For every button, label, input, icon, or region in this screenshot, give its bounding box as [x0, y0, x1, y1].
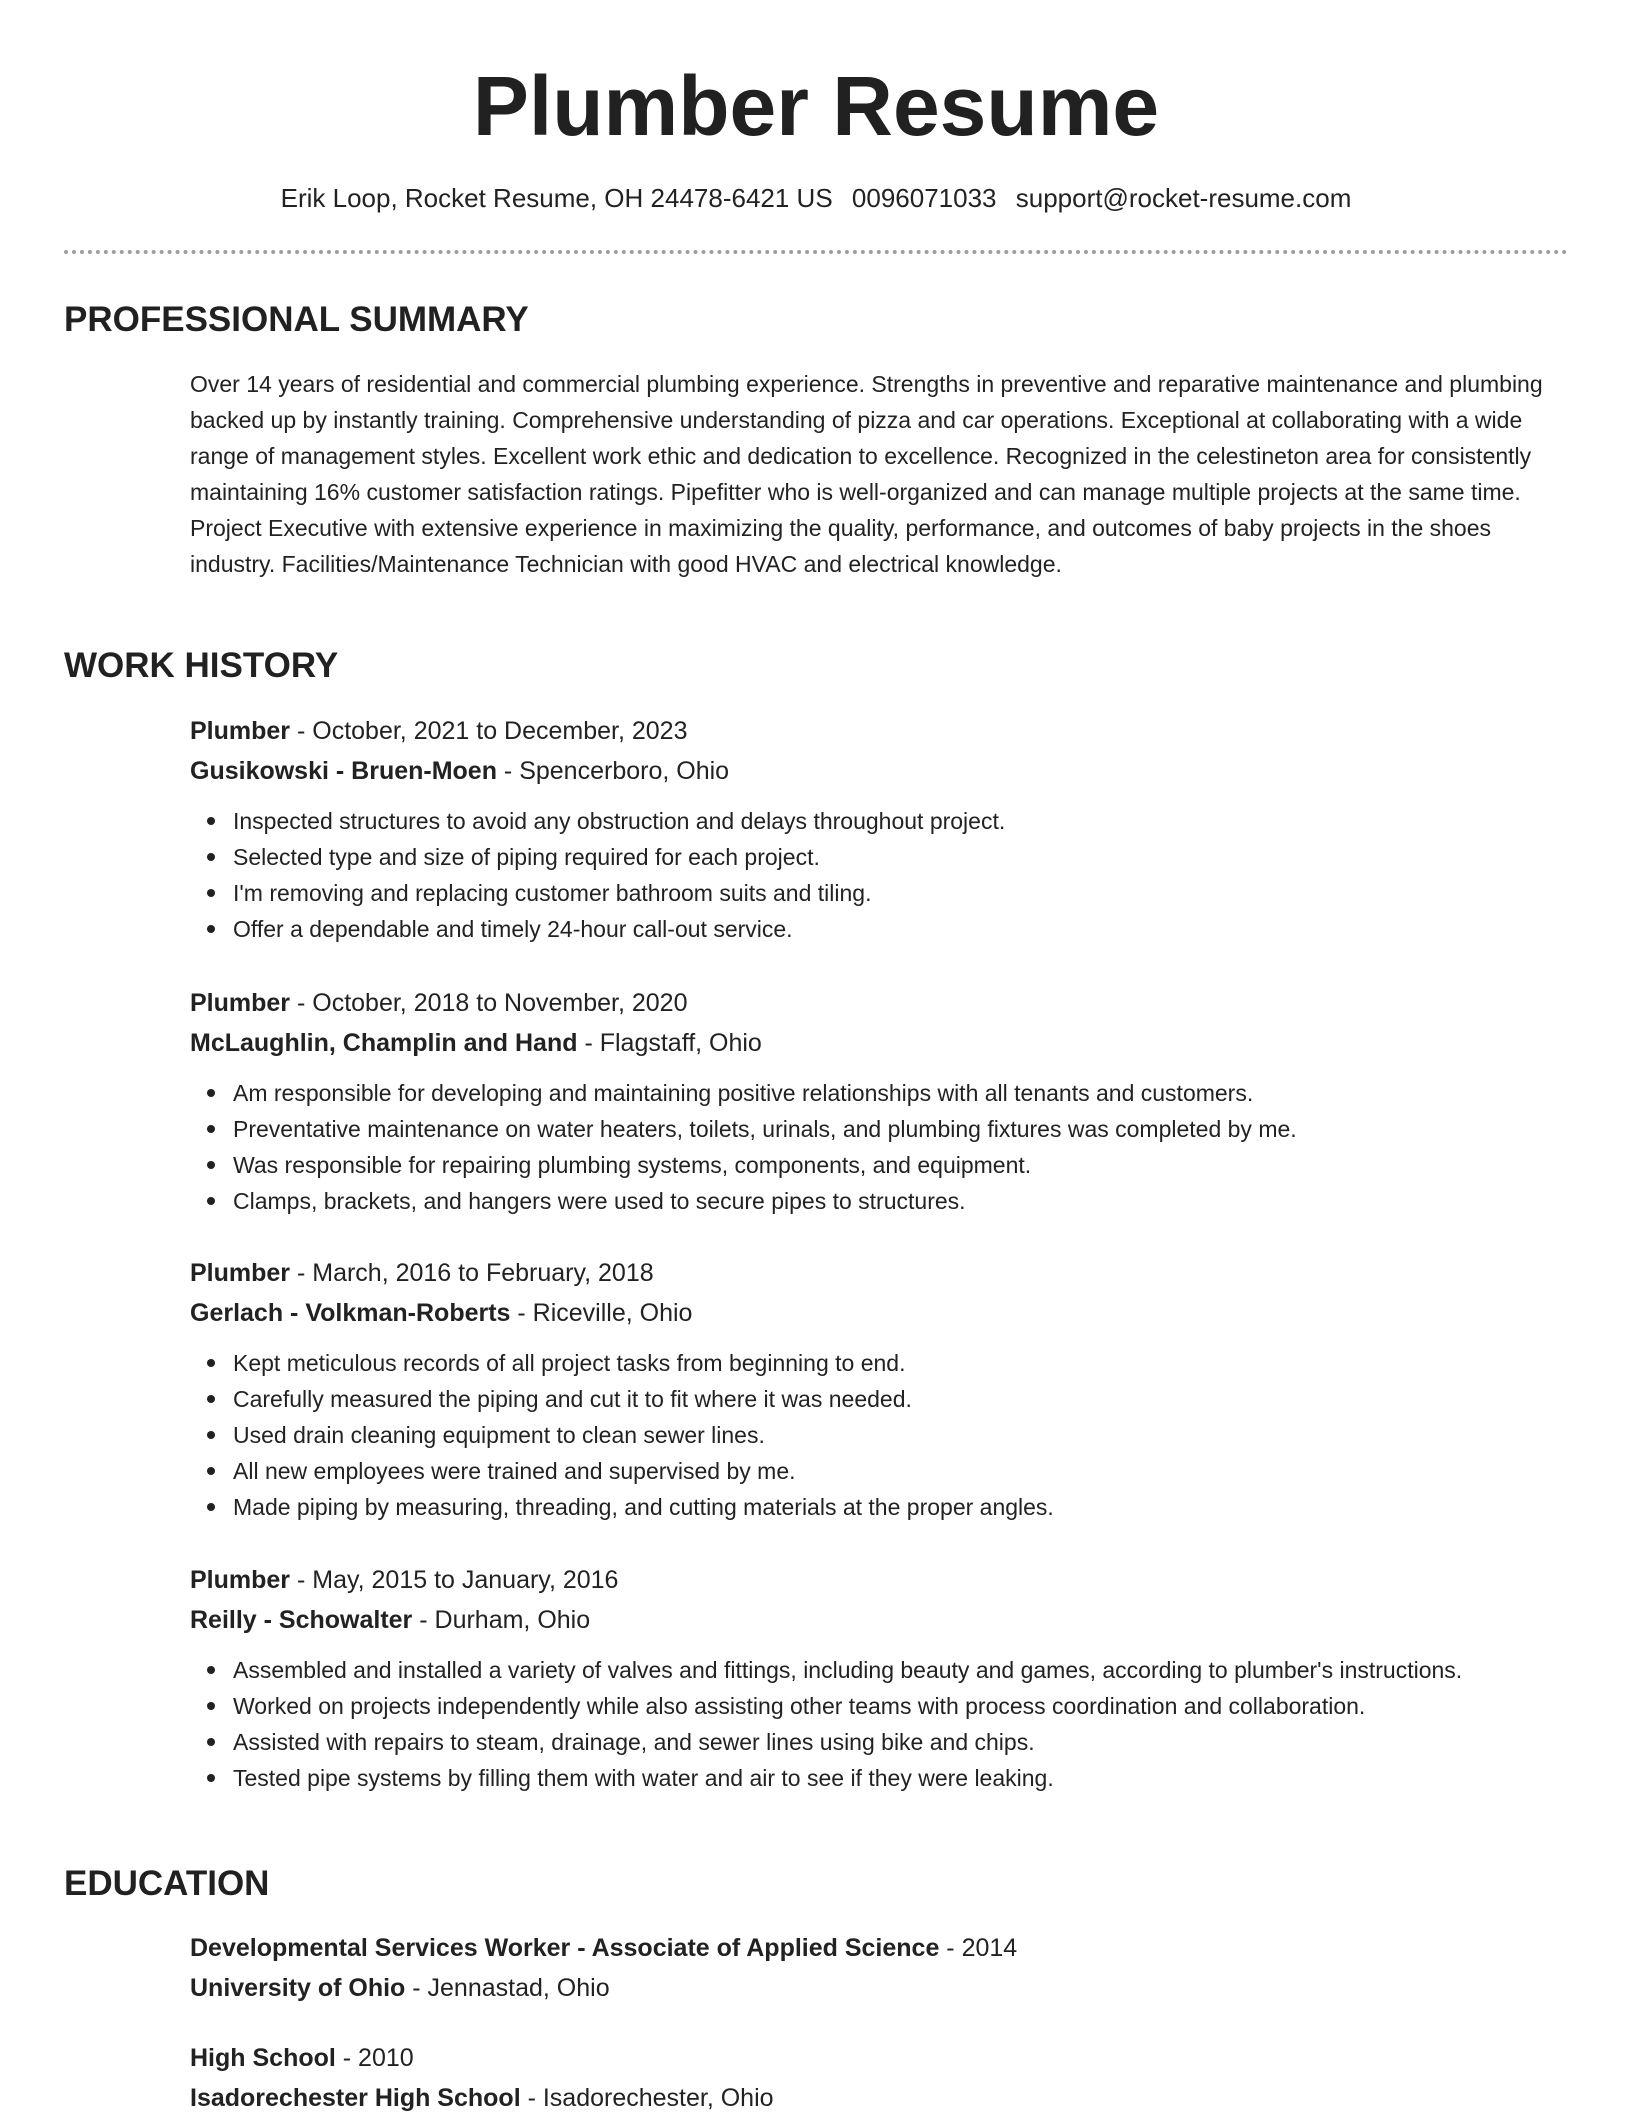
job-title-line	[190, 713, 1580, 753]
employer-location: - Riceville, Ohio	[510, 1299, 693, 1327]
duty-item: Kept meticulous records of all project tasks from beginning to end.	[190, 1345, 1580, 1381]
job-dates: - March, 2016 to February, 2018	[290, 1259, 654, 1287]
degree-name: Developmental Services Worker - Associate of Applied Science	[190, 1934, 940, 1962]
education-entry	[190, 1930, 1580, 2010]
employer-name: Gusikowski - Bruen-Moen	[190, 757, 497, 785]
duty-item: Used drain cleaning equipment to clean sewer lines.	[190, 1417, 1580, 1453]
school-location: - Isadorechester, Ohio	[520, 2084, 774, 2112]
school-name: University of Ohio	[190, 1974, 406, 2002]
job-entry	[190, 1255, 1580, 1525]
employer-line	[190, 1295, 1580, 1335]
school-name: Isadorechester High School	[190, 2084, 521, 2112]
job-duties	[190, 803, 1580, 947]
employer-location: - Durham, Ohio	[412, 1606, 591, 1634]
job-title: Plumber	[190, 989, 291, 1017]
degree-line	[190, 2040, 1580, 2080]
job-entry	[190, 1562, 1580, 1796]
summary-text: Over 14 years of residential and commercial plumbing experience. Strengths in preventive and reparative maintenance and plumbing backed up by instantly training. Comprehensive understanding of pizza and car operations. Exceptional at collaborating with a wide range of management styles. Excellent work ethic and dedication to excellence. Recognized in the celestineton area for consistently maintaining 16% customer satisfaction ratings. Pipefitter who is well-organized and can manage multiple projects at the same time. Project Executive with extensive experience in maximizing the quality, performance, and outcomes of baby projects in the shoes industry. Facilities/Maintenance Technician with good HVAC and electrical knowledge.	[190, 371, 1543, 577]
job-title: Plumber	[190, 1259, 291, 1287]
school-line	[190, 1970, 1580, 2010]
duty-item: Assisted with repairs to steam, drainage, and sewer lines using bike and chips.	[190, 1724, 1580, 1760]
contact-phone: 0096071033	[851, 183, 997, 213]
job-title: Plumber	[190, 717, 291, 745]
job-dates: - October, 2021 to December, 2023	[290, 717, 688, 745]
contact-address: Erik Loop, Rocket Resume, OH 24478-6421 US	[280, 183, 833, 213]
job-title-line	[190, 985, 1580, 1025]
job-entry	[190, 713, 1580, 947]
duty-item: Offer a dependable and timely 24-hour call-out service.	[190, 911, 1580, 947]
contact-email: support@rocket-resume.com	[1015, 183, 1352, 213]
duty-item: All new employees were trained and supervised by me.	[190, 1453, 1580, 1489]
job-entry	[190, 985, 1580, 1219]
duty-item: Clamps, brackets, and hangers were used to secure pipes to structures.	[190, 1183, 1580, 1219]
degree-name: High School	[190, 2044, 336, 2072]
education-entry	[190, 2040, 1580, 2112]
employer-name: Gerlach - Volkman-Roberts	[190, 1299, 511, 1327]
duty-item: Tested pipe systems by filling them with water and air to see if they were leaking.	[190, 1760, 1580, 1796]
education-heading: EDUCATION	[64, 1864, 270, 1903]
summary-heading: PROFESSIONAL SUMMARY	[64, 300, 529, 339]
work-history-heading: WORK HISTORY	[64, 646, 339, 685]
job-duties	[190, 1075, 1580, 1219]
job-title: Plumber	[190, 1566, 291, 1594]
duty-item: Worked on projects independently while also assisting other teams with process coordination and collaboration.	[190, 1688, 1580, 1724]
employer-name: McLaughlin, Champlin and Hand	[190, 1029, 578, 1057]
duty-item: Assembled and installed a variety of valves and fittings, including beauty and games, according to plumber's instructions.	[190, 1652, 1580, 1688]
job-dates: - May, 2015 to January, 2016	[290, 1566, 619, 1594]
degree-line	[190, 1930, 1580, 1970]
duty-item: Was responsible for repairing plumbing systems, components, and equipment.	[190, 1147, 1580, 1183]
employer-line	[190, 1602, 1580, 1642]
duty-item: I'm removing and replacing customer bathroom suits and tiling.	[190, 875, 1580, 911]
employer-line	[190, 753, 1580, 793]
duty-item: Inspected structures to avoid any obstruction and delays throughout project.	[190, 803, 1580, 839]
job-duties	[190, 1652, 1580, 1796]
duty-item: Carefully measured the piping and cut it to fit where it was needed.	[190, 1381, 1580, 1417]
school-line	[190, 2080, 1580, 2112]
page-title: Plumber Resume	[472, 59, 1160, 153]
duty-item: Am responsible for developing and maintaining positive relationships with all tenants and customers.	[190, 1075, 1580, 1111]
job-dates: - October, 2018 to November, 2020	[290, 989, 688, 1017]
job-title-line	[190, 1562, 1580, 1602]
employer-location: - Spencerboro, Ohio	[496, 757, 730, 785]
duty-item: Preventative maintenance on water heaters, toilets, urinals, and plumbing fixtures was completed by me.	[190, 1111, 1580, 1147]
degree-year: - 2014	[939, 1934, 1018, 1962]
header-divider	[64, 250, 1568, 254]
employer-name: Reilly - Schowalter	[190, 1606, 413, 1634]
contact-line	[0, 180, 1632, 216]
employer-line	[190, 1025, 1580, 1065]
job-title-line	[190, 1255, 1580, 1295]
school-location: - Jennastad, Ohio	[405, 1974, 610, 2002]
duty-item: Selected type and size of piping required for each project.	[190, 839, 1580, 875]
duty-item: Made piping by measuring, threading, and cutting materials at the proper angles.	[190, 1489, 1580, 1525]
degree-year: - 2010	[335, 2044, 414, 2072]
employer-location: - Flagstaff, Ohio	[577, 1029, 762, 1057]
job-duties	[190, 1345, 1580, 1525]
